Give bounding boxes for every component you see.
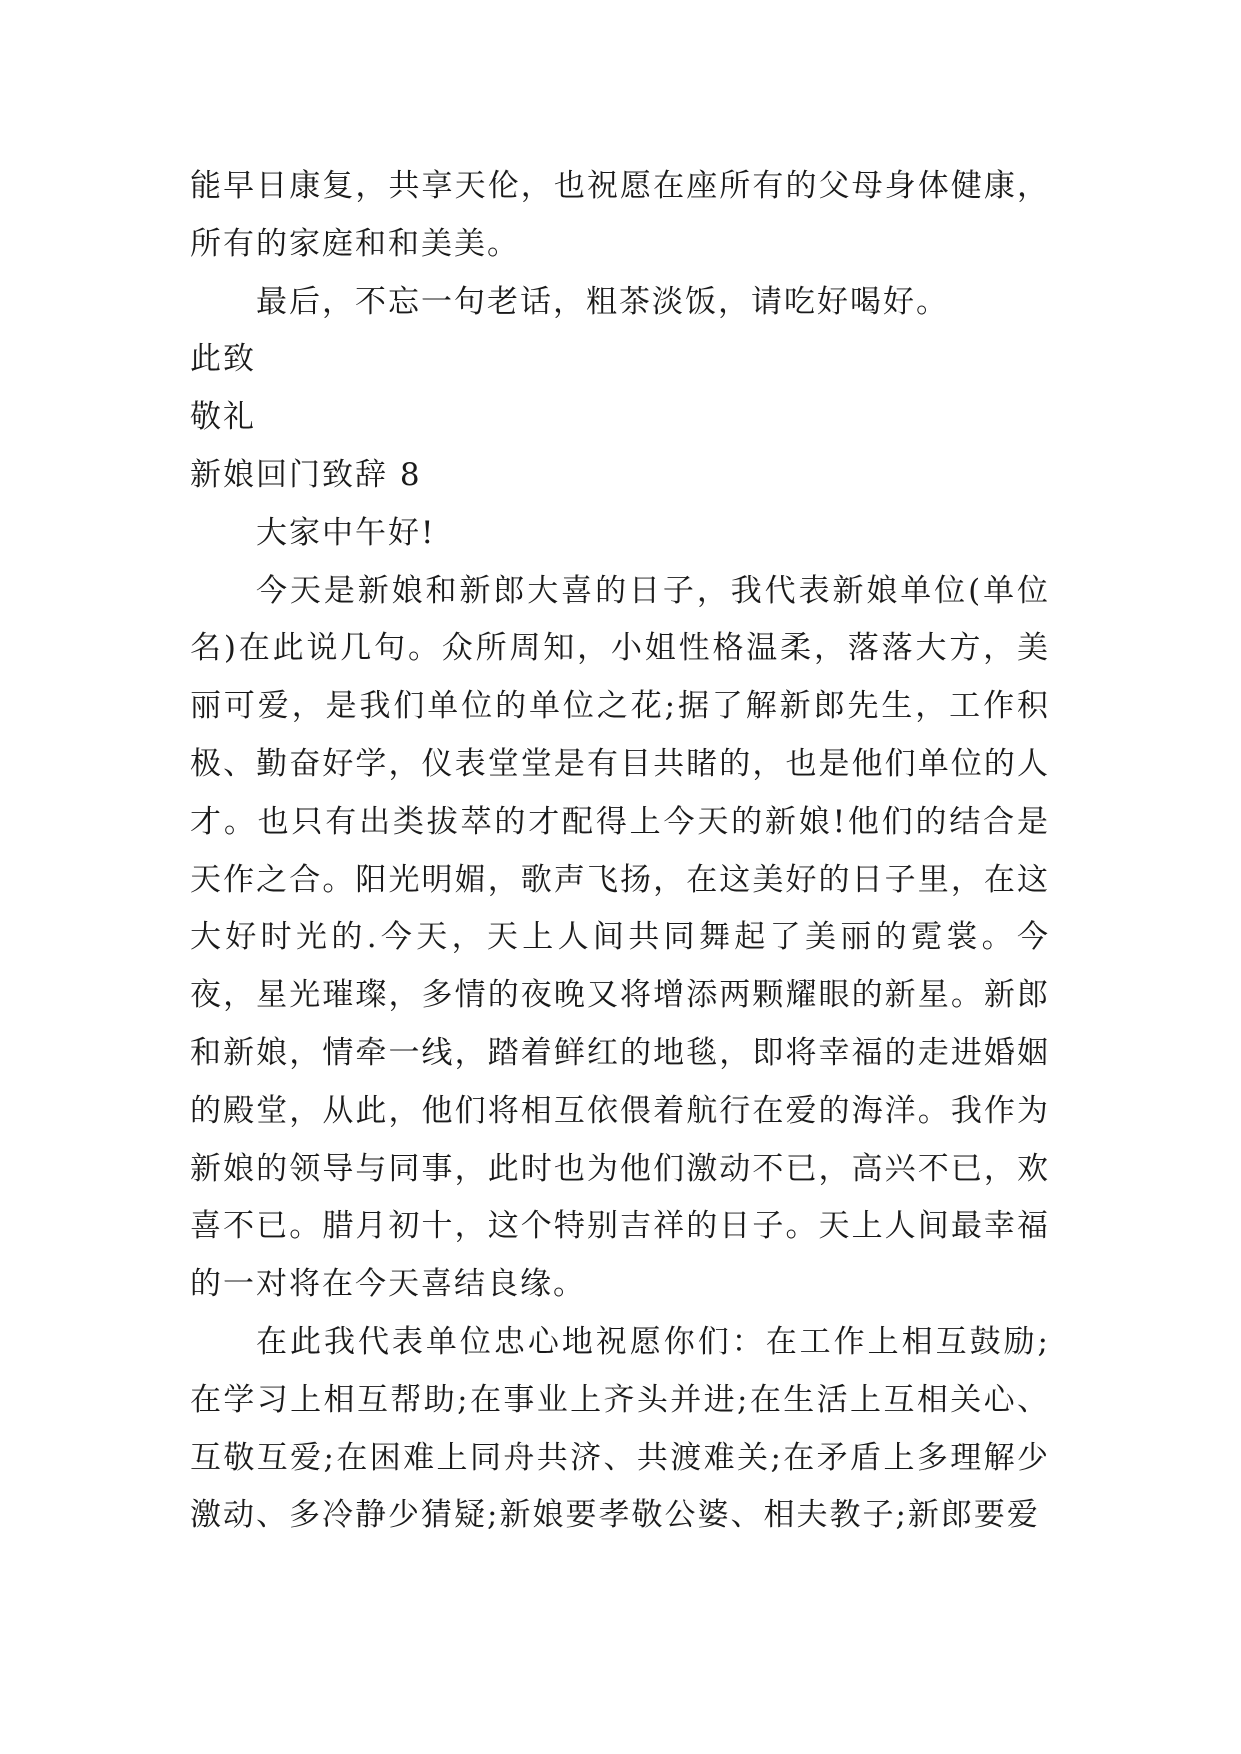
paragraph-wishes: 在此我代表单位忠心地祝愿你们：在工作上相互鼓励;在学习上相互帮助;在事业上齐头并进;在生活上互相关心、互敬互爱;在困难上同舟共济、共渡难关;在矛盾上多理解少激动、多冷静少猜疑;新娘要孝敬公婆、相夫教子;新郎要爱 [190, 1323, 1050, 1534]
closing-line-1: 此致 [190, 341, 256, 378]
document-body [190, 158, 1050, 1545]
paragraph-main: 今天是新娘和新郎大喜的日子，我代表新娘单位(单位名)在此说几句。众所周知，小姐性格温柔，落落大方，美丽可爱，是我们单位的单位之花;据了解新郎先生，工作积极、勤奋好学，仪表堂堂是有目共睹的，也是他们单位的人才。也只有出类拔萃的才配得上今天的新娘!他们的结合是天作之合。阳光明媚，歌声飞扬，在这美好的日子里，在这大好时光的.今天，天上人间共同舞起了美丽的霓裳。今夜，星光璀璨，多情的夜晚又将增添两颗耀眼的新星。新郎和新娘，情牵一线，踏着鲜红的地毯，即将幸福的走进婚姻的殿堂，从此，他们将相互依偎着航行在爱的海洋。我作为新娘的领导与同事，此时也为他们激动不已，高兴不已，欢喜不已。腊月初十，这个特别吉祥的日子。天上人间最幸福的一对将在今天喜结良缘。 [190, 572, 1050, 1303]
paragraph-last-words: 最后，不忘一句老话，粗茶淡饭，请吃好喝好。 [256, 283, 949, 320]
paragraph-continued: 能早日康复，共享天伦，也祝愿在座所有的父母身体健康，所有的家庭和和美美。 [190, 168, 1050, 262]
closing-line-2: 敬礼 [190, 399, 256, 436]
greeting: 大家中午好! [256, 514, 436, 551]
section-title: 新娘回门致辞 8 [190, 456, 422, 493]
